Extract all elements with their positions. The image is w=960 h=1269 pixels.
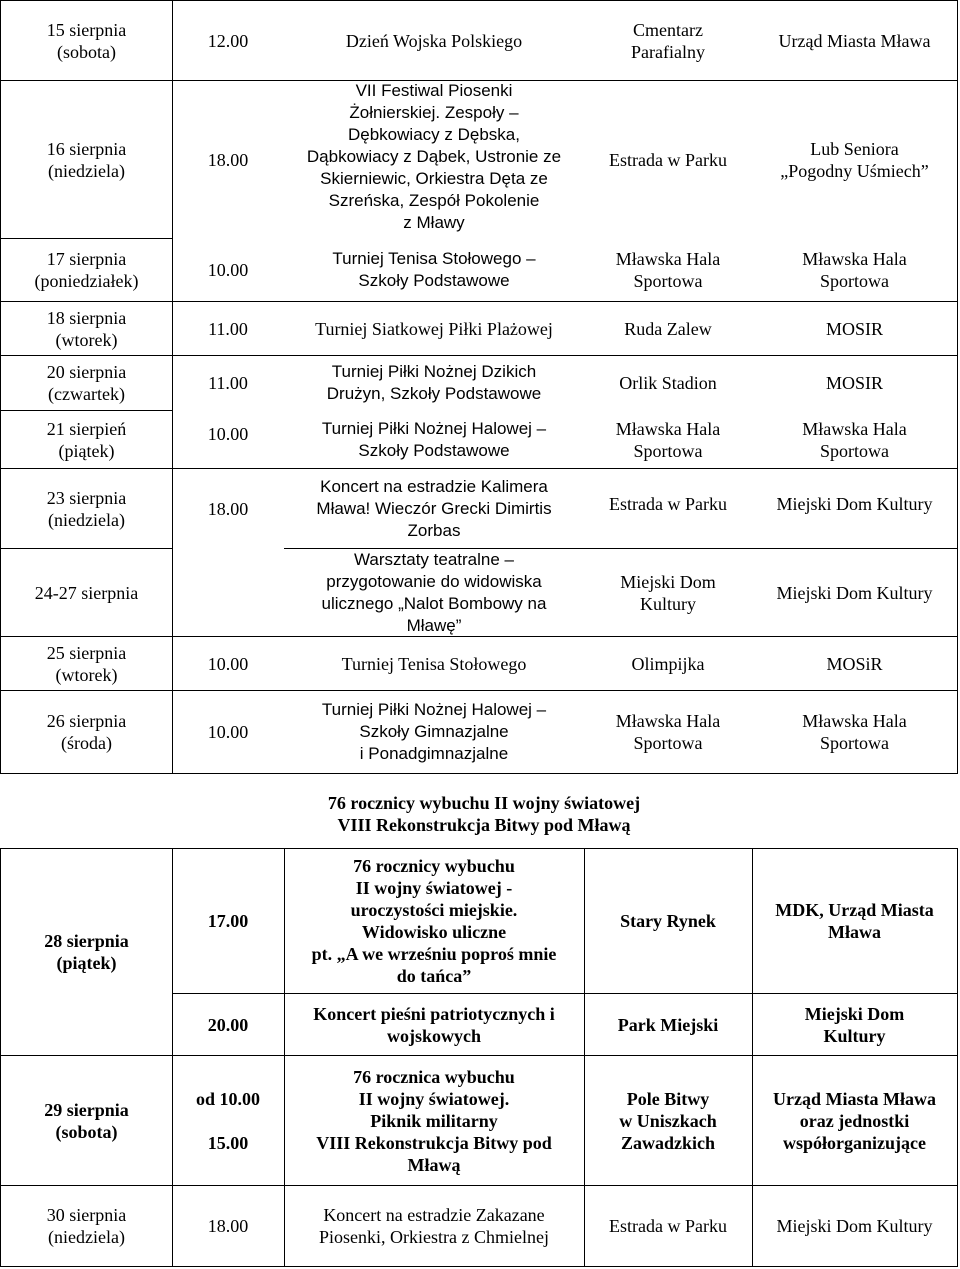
place-cell: Estrada w Parku [609,493,727,514]
place-cell: Park Miejski [617,1014,719,1035]
place-cell: Mławska Hala Sportowa [615,418,721,461]
organizer-cell: Miejski Dom Kultury [804,1003,905,1046]
time-cell: 11.00 [208,318,248,339]
place-cell: Cmentarz Parafialny [631,19,705,62]
event-cell: VII Festiwal Piosenki Żołnierskiej. Zespoły – Dębkowiacy z Dębska, Dąbkowiacy z Dąbek, Ustronie ze Skierniewic, Orkiestra Dęta ze Szreńska, Zespół Pokolenie z Mławy [306,81,562,232]
date-cell: 24-27 sierpnia [34,582,139,603]
date-cell: 18 sierpnia (wtorek) [46,307,127,350]
time-cell: 10.00 [207,260,249,280]
event-cell: Turniej Piłki Nożnej Halowej – Szkoły Podstawowe [321,418,547,460]
time-cell: 10.00 [207,653,249,674]
date-cell: 17 sierpnia (poniedziałek) [34,249,139,291]
event-cell: 76 rocznicy wybuchu II wojny światowej - uroczystości miejskie. Widowisko uliczne pt. „A we wrześniu poproś mnie do tańca” [311,856,557,986]
organizer-cell: MOSIR [825,373,883,393]
event-cell: Turniej Tenisa Stołowego [341,653,527,674]
organizer-cell: MDK, Urząd Miasta Mława [775,900,934,942]
date-cell: 29 sierpnia (sobota) [44,1099,129,1142]
date-cell: 20 sierpnia (czwartek) [46,362,127,404]
time-cell: 18.00 [207,149,249,170]
event-cell: Koncert pieśni patriotycznych i wojskowych [313,1003,555,1046]
date-cell: 30 sierpnia (niedziela) [46,1205,127,1247]
time-cell: 17.00 [207,911,249,931]
place-cell: Orlik Stadion [619,373,717,393]
organizer-cell: MOSIR [825,318,883,339]
organizer-cell: Urząd Miasta Mława [778,30,931,51]
organizer-cell: Urząd Miasta Mława oraz jednostki współorganizujące [773,1088,936,1153]
time-cell: 10.00 [207,722,249,742]
place-cell: Mławska Hala Sportowa [615,711,721,753]
organizer-cell: Mławska Hala Sportowa [802,711,907,753]
event-cell: Koncert na estradzie Zakazane Piosenki, Orkiestra z Chmielnej [319,1205,549,1247]
time-cell: od 10.00 15.00 [195,1088,260,1153]
event-cell: Turniej Tenisa Stołowego – Szkoły Podstawowe [332,249,536,290]
place-cell: Estrada w Parku [609,1216,727,1236]
time-cell: 18.00 [207,1216,249,1236]
organizer-cell: Mławska Hala Sportowa [802,249,907,291]
time-cell: 18.00 [207,498,249,519]
organizer-cell: Miejski Dom Kultury [776,582,933,603]
time-cell: 10.00 [207,424,249,444]
table-rule [957,848,958,1267]
place-cell: Miejski Dom Kultury [620,571,716,614]
date-cell: 23 sierpnia (niedziela) [46,487,127,530]
organizer-cell: Miejski Dom Kultury [776,493,933,514]
date-cell: 15 sierpnia (sobota) [46,19,127,62]
organizer-cell: Miejski Dom Kultury [776,1216,933,1236]
event-cell: Turniej Piłki Nożnej Halowej – Szkoły Gimnazjalne i Ponadgimnazjalne [321,700,547,763]
place-cell: Olimpijka [631,653,705,674]
time-cell: 20.00 [207,1014,249,1035]
table-rule [0,1266,958,1267]
event-cell: Dzień Wojska Polskiego [345,30,523,51]
date-cell: 28 sierpnia (piątek) [44,931,129,973]
place-cell: Ruda Zalew [624,318,712,339]
event-cell: Warsztaty teatralne – przygotowanie do widowiska ulicznego „Nalot Bombowy na Mławę” [321,549,547,635]
time-cell: 11.00 [208,373,248,393]
organizer-cell: Mławska Hala Sportowa [802,418,907,461]
date-cell: 21 sierpień (piątek) [46,418,127,461]
place-cell: Stary Rynek [620,911,716,931]
time-cell: 12.00 [207,30,249,51]
table-rule [0,773,958,774]
event-cell: Turniej Siatkowej Piłki Plażowej [315,318,553,339]
place-cell: Pole Bitwy w Uniszkach Zawadzkich [619,1088,717,1153]
time-cell [172,549,284,636]
event-cell: 76 rocznica wybuchu II wojny światowej. Piknik militarny VIII Rekonstrukcja Bitwy pod Mławą [316,1066,552,1175]
section-heading: 76 rocznicy wybuchu II wojny światowej VIII Rekonstrukcja Bitwy pod Mławą [327,793,641,835]
date-cell: 26 sierpnia (środa) [46,711,127,753]
date-cell: 25 sierpnia (wtorek) [46,642,127,685]
organizer-cell: Lub Seniora „Pogodny Uśmiech” [780,138,929,181]
place-cell: Mławska Hala Sportowa [615,249,721,291]
event-cell: Turniej Piłki Nożnej Dzikich Drużyn, Szkoły Podstawowe [326,362,542,403]
table-rule [957,0,958,774]
event-cell: Koncert na estradzie Kalimera Mława! Wieczór Grecki Dimirtis Zorbas [316,476,552,540]
place-cell: Estrada w Parku [609,149,727,170]
organizer-cell: MOSiR [826,653,883,674]
date-cell: 16 sierpnia (niedziela) [46,138,127,181]
